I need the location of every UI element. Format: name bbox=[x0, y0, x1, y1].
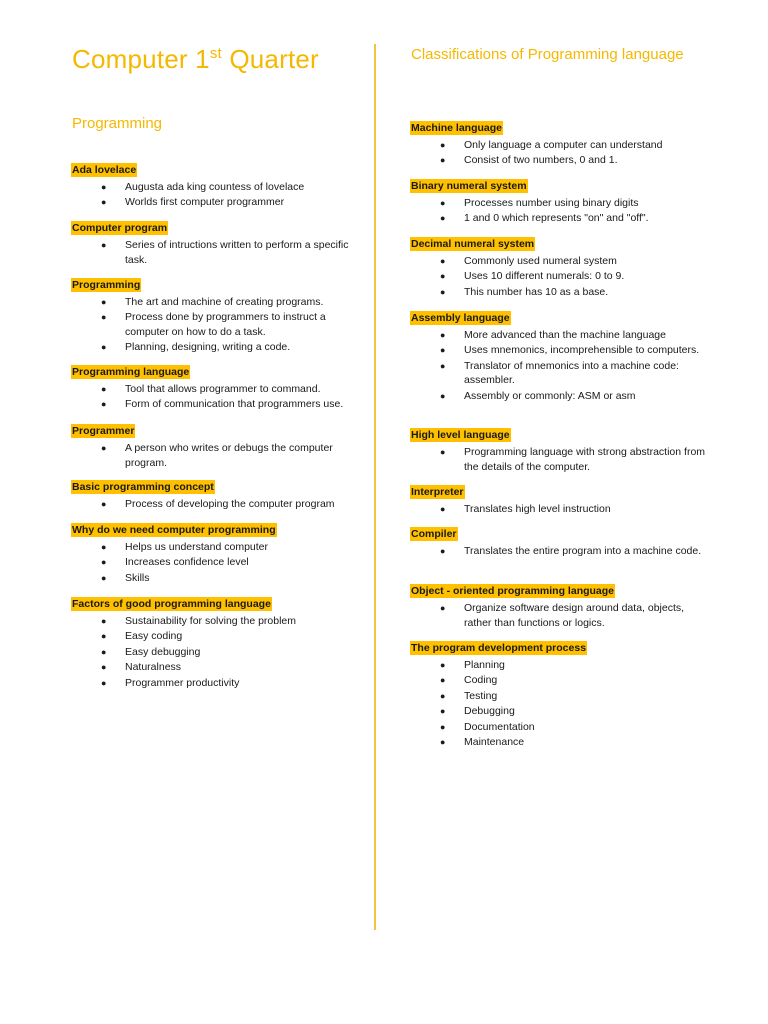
section-term: Programming bbox=[72, 279, 141, 291]
list-item-text: Translates high level instruction bbox=[464, 503, 611, 515]
section-decimal-numeral-system bbox=[411, 234, 711, 300]
bullet-list bbox=[72, 441, 372, 470]
list-item-text: Augusta ada king countess of lovelace bbox=[125, 181, 305, 193]
list-item bbox=[411, 359, 711, 388]
bullet-icon: ● bbox=[440, 256, 446, 266]
bullet-icon: ● bbox=[101, 646, 107, 657]
bullet-icon: ● bbox=[440, 345, 446, 356]
list-item-text: Documentation bbox=[464, 720, 535, 733]
list-item bbox=[411, 269, 711, 284]
bullet-icon: ● bbox=[440, 736, 446, 747]
list-item bbox=[411, 544, 711, 559]
bullet-icon: ● bbox=[440, 706, 446, 717]
bullet-icon: ● bbox=[101, 240, 107, 250]
bullet-icon: ● bbox=[440, 447, 446, 457]
list-item bbox=[411, 328, 711, 343]
list-item-text: Uses mnemonics, incomprehensible to computers. bbox=[464, 344, 700, 357]
list-item-text: Programming language with strong abstraction from the details of the computer. bbox=[464, 446, 706, 473]
list-item-text: Processes number using binary digits bbox=[464, 197, 639, 209]
bullet-icon: ● bbox=[101, 443, 107, 453]
list-item bbox=[411, 445, 711, 474]
bullet-list bbox=[72, 497, 372, 512]
list-item bbox=[72, 645, 372, 660]
section-why-do-we-need-computer-programming bbox=[72, 520, 372, 586]
section-interpreter bbox=[411, 482, 711, 517]
bullet-list bbox=[72, 238, 372, 267]
section-basic-programming-concept bbox=[72, 477, 372, 512]
list-item-text: Series of intructions written to perform a specific task. bbox=[125, 239, 349, 266]
list-item bbox=[72, 676, 372, 691]
section-term: Binary numeral system bbox=[411, 180, 527, 192]
title-superscript: st bbox=[209, 45, 222, 62]
bullet-icon: ● bbox=[440, 330, 446, 340]
section-ada-lovelace bbox=[72, 160, 372, 211]
list-item-text: Translates the entire program into a machine code. bbox=[464, 545, 702, 557]
list-item-text: Naturalness bbox=[125, 661, 182, 674]
list-item-text: Easy coding bbox=[125, 630, 183, 643]
list-item bbox=[72, 180, 372, 195]
list-item bbox=[411, 254, 711, 269]
list-item-text: This number has 10 as a base. bbox=[464, 285, 609, 298]
bullet-list bbox=[72, 382, 372, 412]
title-main: Computer 1 bbox=[72, 44, 210, 74]
list-item-text: A person who writes or debugs the computer program. bbox=[125, 442, 333, 469]
list-item bbox=[411, 153, 711, 168]
list-item bbox=[411, 601, 711, 630]
list-item bbox=[72, 571, 372, 586]
section-the-program-development-process bbox=[411, 638, 711, 750]
list-item bbox=[72, 382, 372, 397]
list-item-text: Maintenance bbox=[464, 735, 525, 748]
bullet-icon: ● bbox=[101, 557, 107, 568]
bullet-icon: ● bbox=[101, 312, 107, 323]
section-machine-language bbox=[411, 118, 711, 169]
list-item bbox=[72, 555, 372, 570]
section-computer-program bbox=[72, 218, 372, 268]
list-item-text: Organize software design around data, objects, rather than functions or logics. bbox=[464, 602, 685, 629]
bullet-icon: ● bbox=[440, 675, 446, 686]
left-column-heading: Programming bbox=[72, 115, 163, 132]
list-item-text: Coding bbox=[464, 674, 498, 687]
list-item bbox=[72, 660, 372, 675]
list-item-text: Consist of two numbers, 0 and 1. bbox=[464, 154, 618, 167]
list-item-text: Increases confidence level bbox=[125, 556, 249, 569]
list-item bbox=[411, 389, 711, 404]
section-term: Interpreter bbox=[411, 486, 464, 498]
bullet-list bbox=[411, 658, 711, 750]
bullet-icon: ● bbox=[101, 616, 107, 626]
bullet-icon: ● bbox=[440, 155, 446, 166]
bullet-icon: ● bbox=[101, 384, 107, 394]
bullet-list bbox=[72, 180, 372, 210]
list-item-text: Only language a computer can understand bbox=[464, 139, 663, 151]
bullet-icon: ● bbox=[440, 198, 446, 208]
section-term: Machine language bbox=[411, 122, 503, 134]
section-object-oriented-programming-language bbox=[411, 581, 711, 631]
bullet-icon: ● bbox=[440, 721, 446, 732]
list-item-text: Easy debugging bbox=[125, 645, 201, 658]
list-item bbox=[411, 720, 711, 735]
list-item bbox=[72, 397, 372, 412]
section-programming bbox=[72, 275, 372, 356]
bullet-icon: ● bbox=[101, 662, 107, 673]
bullet-list bbox=[411, 502, 711, 517]
list-item bbox=[411, 502, 711, 517]
list-item-text: Planning, designing, writing a code. bbox=[125, 341, 291, 354]
section-binary-numeral-system bbox=[411, 176, 711, 227]
section-term: The program development process bbox=[411, 642, 587, 654]
list-item bbox=[72, 238, 372, 267]
list-item-text: Process of developing the computer program bbox=[125, 498, 335, 510]
bullet-icon: ● bbox=[101, 677, 107, 688]
bullet-icon: ● bbox=[440, 504, 446, 514]
list-item-text: Uses 10 different numerals: 0 to 9. bbox=[464, 270, 625, 283]
list-item-text: Tool that allows programmer to command. bbox=[125, 383, 321, 395]
bullet-list bbox=[72, 614, 372, 690]
bullet-icon: ● bbox=[440, 390, 446, 401]
list-item bbox=[411, 285, 711, 300]
bullet-list bbox=[72, 295, 372, 355]
list-item-text: Form of communication that programmers use. bbox=[125, 398, 344, 411]
section-term: Basic programming concept bbox=[72, 481, 214, 493]
section-compiler bbox=[411, 524, 711, 559]
section-programming-language bbox=[72, 362, 372, 413]
list-item bbox=[411, 658, 711, 673]
list-item-text: 1 and 0 which represents "on" and "off". bbox=[464, 212, 649, 225]
bullet-icon: ● bbox=[440, 690, 446, 701]
list-item-text: Worlds first computer programmer bbox=[125, 196, 285, 209]
section-factors-of-good-programming-language bbox=[72, 594, 372, 691]
list-item-text: Planning bbox=[464, 659, 505, 671]
list-item bbox=[411, 138, 711, 153]
list-item-text: Translator of mnemonics into a machine code: assembler. bbox=[464, 359, 679, 387]
bullet-icon: ● bbox=[101, 572, 107, 583]
list-item-text: Debugging bbox=[464, 705, 515, 718]
section-term: Programming language bbox=[72, 366, 190, 378]
section-term: Factors of good programming language bbox=[72, 598, 271, 610]
section-term: Assembly language bbox=[411, 312, 510, 324]
list-item bbox=[72, 614, 372, 629]
list-item bbox=[411, 673, 711, 688]
bullet-icon: ● bbox=[101, 631, 107, 642]
right-column-heading: Classifications of Programming language bbox=[411, 46, 684, 63]
section-high-level-language bbox=[411, 425, 711, 475]
list-item-text: Programmer productivity bbox=[125, 676, 240, 689]
bullet-icon: ● bbox=[440, 360, 446, 371]
section-programmer bbox=[72, 421, 372, 471]
bullet-list bbox=[411, 328, 711, 403]
section-term: Ada lovelace bbox=[72, 164, 137, 176]
list-item bbox=[72, 310, 372, 339]
bullet-list bbox=[411, 254, 711, 299]
bullet-list bbox=[411, 544, 711, 559]
bullet-icon: ● bbox=[440, 660, 446, 670]
list-item bbox=[72, 540, 372, 555]
list-item-text: Skills bbox=[125, 571, 150, 584]
bullet-icon: ● bbox=[101, 542, 107, 552]
bullet-icon: ● bbox=[101, 182, 107, 192]
page-title bbox=[72, 44, 319, 75]
section-assembly-language bbox=[411, 308, 711, 404]
section-term: Why do we need computer programming bbox=[72, 524, 276, 536]
column-divider bbox=[374, 44, 376, 930]
bullet-icon: ● bbox=[440, 603, 446, 613]
title-rest: Quarter bbox=[221, 44, 319, 74]
section-term: Computer program bbox=[72, 222, 168, 234]
list-item bbox=[411, 689, 711, 704]
bullet-list bbox=[411, 601, 711, 630]
list-item bbox=[411, 196, 711, 211]
section-term: Compiler bbox=[411, 528, 457, 540]
bullet-icon: ● bbox=[440, 286, 446, 297]
list-item bbox=[72, 295, 372, 310]
list-item-text: Sustainability for solving the problem bbox=[125, 615, 297, 627]
list-item-text: Process done by programmers to instruct a computer on how to do a task. bbox=[125, 311, 326, 338]
list-item-text: Testing bbox=[464, 689, 498, 702]
bullet-list bbox=[411, 445, 711, 474]
list-item-text: The art and machine of creating programs. bbox=[125, 296, 324, 308]
bullet-icon: ● bbox=[101, 197, 107, 208]
bullet-list bbox=[411, 196, 711, 226]
list-item-text: Helps us understand computer bbox=[125, 541, 268, 553]
list-item bbox=[72, 195, 372, 210]
bullet-icon: ● bbox=[101, 399, 107, 410]
section-term: Programmer bbox=[72, 425, 135, 437]
list-item bbox=[72, 497, 372, 512]
bullet-icon: ● bbox=[440, 271, 446, 282]
section-term: Object - oriented programming language bbox=[411, 585, 615, 597]
list-item-text: More advanced than the machine language bbox=[464, 329, 666, 341]
list-item bbox=[72, 629, 372, 644]
list-item bbox=[411, 735, 711, 750]
bullet-icon: ● bbox=[440, 140, 446, 150]
list-item bbox=[411, 704, 711, 719]
bullet-icon: ● bbox=[440, 213, 446, 224]
list-item bbox=[72, 340, 372, 355]
bullet-icon: ● bbox=[101, 499, 107, 509]
bullet-icon: ● bbox=[101, 297, 107, 307]
list-item bbox=[72, 441, 372, 470]
section-term: High level language bbox=[411, 429, 510, 441]
bullet-list bbox=[411, 138, 711, 168]
list-item bbox=[411, 343, 711, 358]
bullet-icon: ● bbox=[101, 342, 107, 353]
bullet-icon: ● bbox=[440, 546, 446, 556]
section-term: Decimal numeral system bbox=[411, 238, 535, 250]
bullet-list bbox=[72, 540, 372, 585]
list-item bbox=[411, 211, 711, 226]
list-item-text: Commonly used numeral system bbox=[464, 255, 617, 267]
list-item-text: Assembly or commonly: ASM or asm bbox=[464, 389, 636, 402]
